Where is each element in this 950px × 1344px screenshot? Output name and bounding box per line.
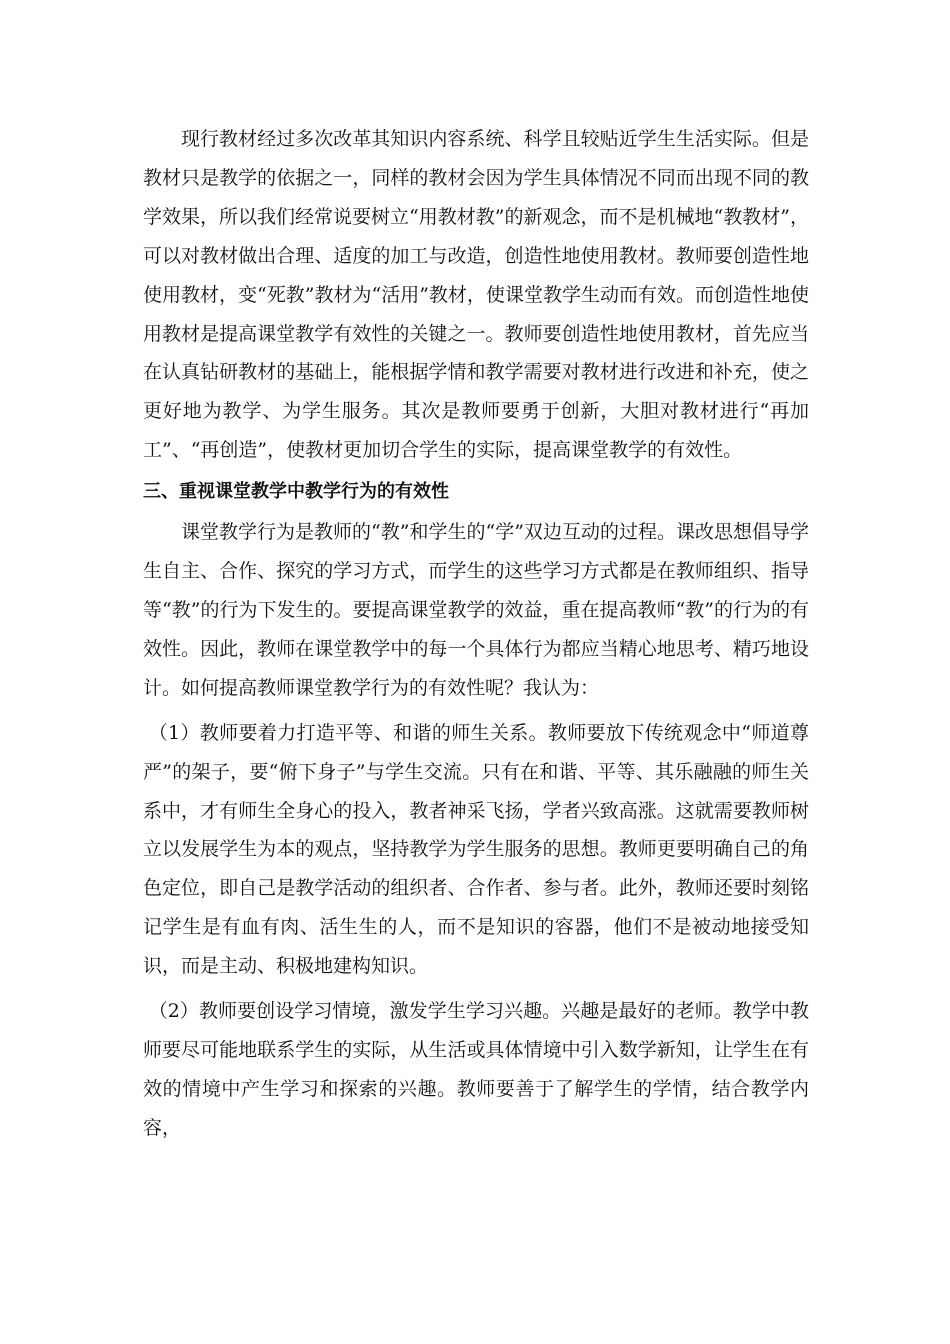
body-paragraph: 现行教材经过多次改革其知识内容系统、科学且较贴近学生生活实际。但是教材只是教学的依据之一，同样的教材会因为学生具体情况不同而出现不同的教学效果，所以我们经常说要树立“用教材教”的新观念，而不是机械地“教教材”，可以对教材做出合理、适度的加工与改造，创造性地使用教材。教师要创造性地使用教材，变“死教”教材为“活用”教材，使课堂教学生动而有效。而创造性地使用教材是提高课堂教学有效性的关键之一。教师要创造性地使用教材，首先应当在认真钻研教材的基础上，能根据学情和教学需要对教材进行改进和补充，使之更好地为教学、为学生服务。其次是教师要勇于创新，大胆对教材进行“再加工”、“再创造”，使教材更加切合学生的实际，提高课堂教学的有效性。 xyxy=(143,128,809,462)
document-body xyxy=(143,120,809,1148)
section-heading: 三、重视课堂教学中教学行为的有效性 xyxy=(143,481,449,503)
list-item-2: （2）教师要创设学习情境，激发学生学习兴趣。兴趣是最好的老师。教学中教师要尽可能地联系学生的实际，从生活或具体情境中引入数学新知，让学生在有效的情境中产生学习和探索的兴趣。教师要善于了解学生的学情，结合教学内容， xyxy=(143,1000,809,1139)
section-intro-paragraph: 课堂教学行为是教师的“教”和学生的“学”双边互动的过程。课改思想倡导学生自主、合作、探究的学习方式，而学生的这些学习方式都是在教师组织、指导等“教”的行为下发生的。要提高课堂教学的效益，重在提高教师“教”的行为的有效性。因此，教师在课堂教学中的每一个具体行为都应当精心地思考、精巧地设计。如何提高教师课堂教学行为的有效性呢？我认为： xyxy=(143,521,809,699)
list-item-1: （1）教师要着力打造平等、和谐的师生关系。教师要放下传统观念中“师道尊严”的架子，要“俯下身子”与学生交流。只有在和谐、平等、其乐融融的师生关系中，才有师生全身心的投入，教者神采飞扬，学者兴致高涨。这就需要教师树立以发展学生为本的观点，坚持教学为学生服务的思想。教师更要明确自己的角色定位，即自己是教学活动的组织者、合作者、参与者。此外，教师还要时刻铭记学生是有血有肉、活生生的人，而不是知识的容器，他们不是被动地接受知识，而是主动、积极地建构知识。 xyxy=(143,721,809,978)
